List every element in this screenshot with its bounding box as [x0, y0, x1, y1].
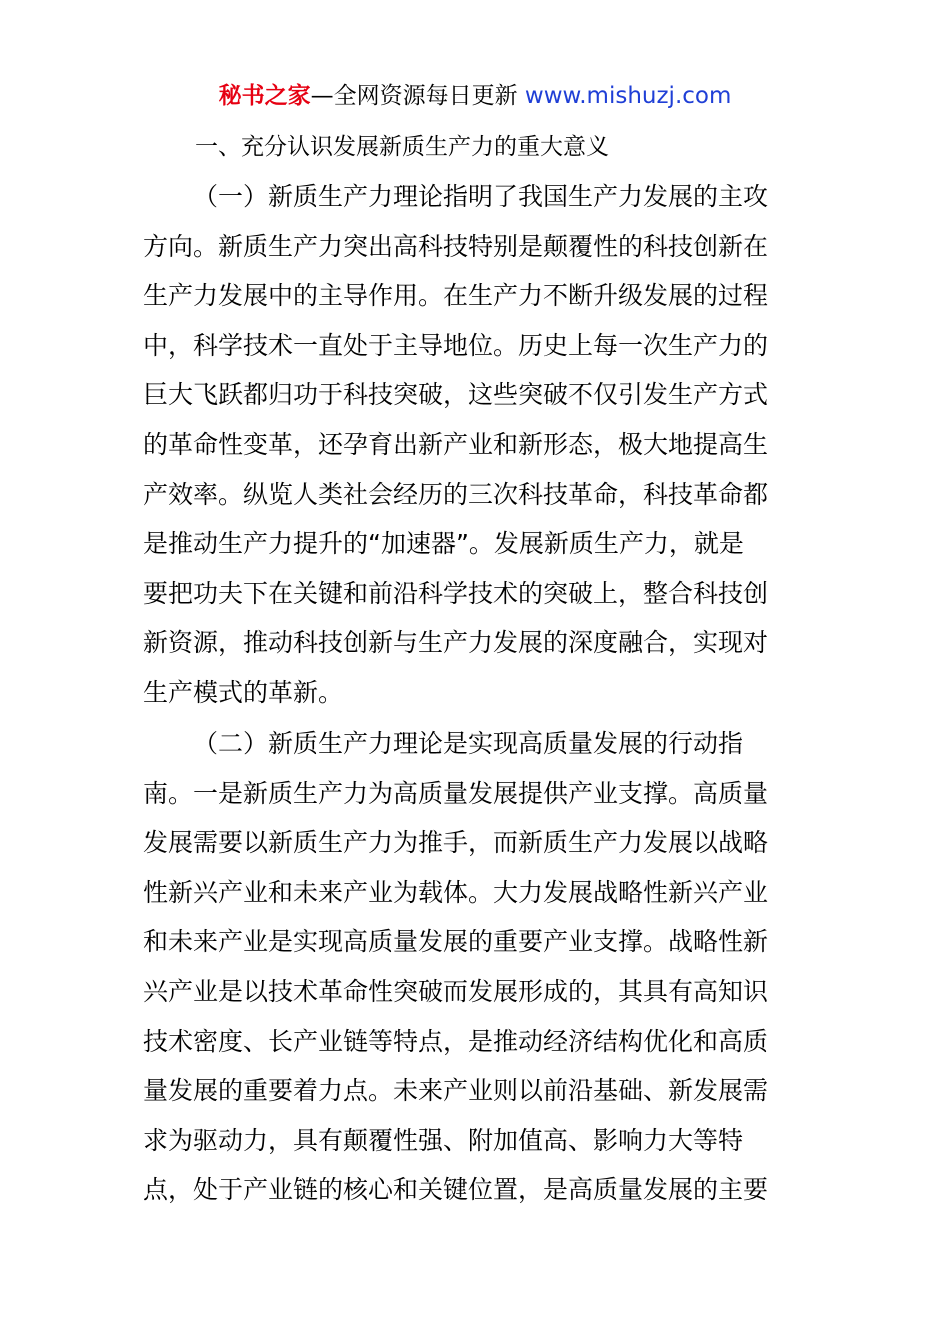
header-tagline: —全网资源每日更新 [310, 83, 525, 109]
paragraph-line: 要把功夫下在关键和前沿科学技术的突破上，整合科技创 [143, 578, 769, 608]
paragraph-line: 生产模式的革新。 [143, 677, 344, 707]
paragraph-line: 发展需要以新质生产力为推手，而新质生产力发展以战略 [143, 828, 769, 858]
paragraph-line: 产效率。纵览人类社会经历的三次科技革命，科技革命都 [143, 479, 769, 509]
paragraph-line: 技术密度、长产业链等特点，是推动经济结构优化和高质 [143, 1026, 769, 1056]
paragraph-line: 方向。新质生产力突出高科技特别是颠覆性的科技创新在 [143, 231, 769, 261]
paragraph-line: （一）新质生产力理论指明了我国生产力发展的主攻 [193, 182, 769, 211]
section-heading: 一、充分认识发展新质生产力的重大意义 [195, 134, 609, 160]
paragraph-line: （二）新质生产力理论是实现高质量发展的行动指 [193, 729, 744, 758]
paragraph-line: 新资源，推动科技创新与生产力发展的深度融合，实现对 [143, 628, 769, 658]
paragraph-line: 兴产业是以技术革命性突破而发展形成的，其具有高知识 [143, 976, 769, 1006]
paragraph-line: 点，处于产业链的核心和关键位置，是高质量发展的主要 [143, 1175, 769, 1205]
paragraph-line: 巨大飞跃都归功于科技突破，这些突破不仅引发生产方式 [143, 380, 769, 410]
paragraph-line: 求为驱动力，具有颠覆性强、附加值高、影响力大等特 [143, 1125, 744, 1155]
paragraph-2 [143, 719, 813, 1215]
paragraph-line: 南。一是新质生产力为高质量发展提供产业支撑。高质量 [143, 778, 769, 808]
paragraph-line: 量发展的重要着力点。未来产业则以前沿基础、新发展需 [143, 1076, 769, 1106]
paragraph-line: 生产力发展中的主导作用。在生产力不断升级发展的过程 [143, 281, 769, 311]
paragraph-line: 中，科学技术一直处于主导地位。历史上每一次生产力的 [143, 330, 769, 360]
paragraph-line: 和未来产业是实现高质量发展的重要产业支撑。战略性新 [143, 927, 769, 957]
site-header [0, 80, 950, 112]
brand-name: 秘书之家 [218, 83, 311, 109]
paragraph-line: 是推动生产力提升的“加速器”。发展新质生产力，就是 [143, 529, 744, 559]
paragraph-line: 性新兴产业和未来产业为载体。大力发展战略性新兴产业 [143, 877, 769, 907]
site-url-link[interactable]: www.mishuzj.com [524, 83, 732, 109]
paragraph-line: 的革命性变革，还孕育出新产业和新形态，极大地提高生 [143, 429, 769, 459]
paragraph-1 [143, 172, 813, 718]
